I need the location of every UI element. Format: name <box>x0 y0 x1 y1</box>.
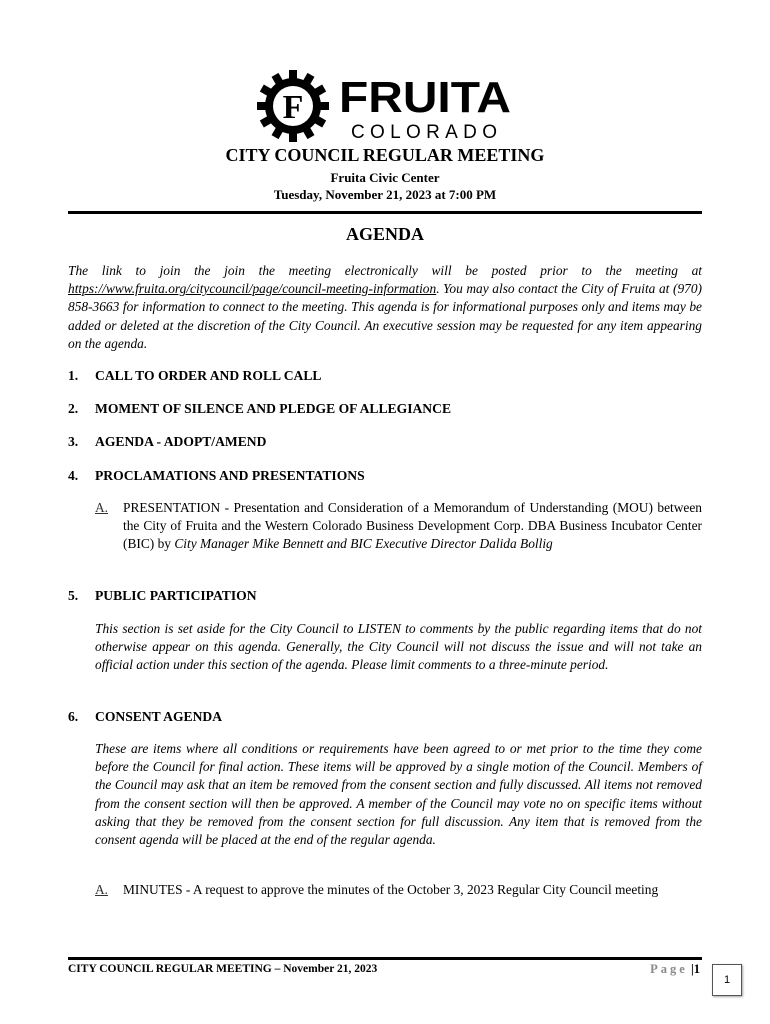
footer-page-number: Page |1 <box>650 962 700 976</box>
meeting-datetime: Tuesday, November 21, 2023 at 7:00 PM <box>273 187 497 202</box>
gear-icon <box>257 70 329 142</box>
item-number: 2. <box>68 401 79 416</box>
item-title: AGENDA - ADOPT/AMEND <box>95 434 267 449</box>
agenda-heading: AGENDA <box>345 224 424 244</box>
svg-text:F: F <box>282 89 304 126</box>
intro-paragraph: The link to join the join the meeting electronically will be posted prior to the meeting at https://www.fruita.org/citycouncil/page/council-meeting-information. You may also contact the City of Fruita at (970) 858-3663 for information to connect to the meeting. This agenda is for informational purposes only and items may be added or deleted at the discretion of the City Council. An executive session may be requested for any item appearing on the agenda. <box>68 263 702 351</box>
item-6a-minutes: A. MINUTES - A request to approve the minutes of the October 3, 2023 Regular City Council meeting <box>95 881 702 899</box>
item-title: CALL TO ORDER AND ROLL CALL <box>95 368 322 383</box>
item-title: PROCLAMATIONS AND PRESENTATIONS <box>95 468 365 483</box>
item-number: 4. <box>68 468 79 483</box>
consent-agenda-note: These are items where all conditions or requirements have been agreed to or met prior to the time they come before the Council for final action. These items will be approved by a single motion of the Council. Members of the Council may ask that an item be removed from the consent section and fully discussed. All items not removed from the consent section will then be approved. A member of the Council may vote no on specific items without asking that they be removed from the consent section for full discussion. Any item that is removed from the consent agenda will be placed at the end of the regular agenda. <box>95 741 702 848</box>
header-divider <box>68 211 702 214</box>
presenters: City Manager Mike Bennett and BIC Executive Director Dalida Bollig <box>174 536 553 552</box>
sub-item-letter: A. <box>95 500 109 515</box>
agenda-item-4 <box>68 467 702 485</box>
item-number: 6. <box>68 709 79 724</box>
item-number: 5. <box>68 588 79 603</box>
agenda-item-3 <box>68 433 702 451</box>
footer-divider <box>68 957 702 960</box>
item-4a-presentation: A. PRESENTATION - Presentation and Consideration of a Memorandum of Understanding (MOU) between the City of Fruita and the Western Colorado Business Development Corp. DBA Business Incubator Center (BIC) by City Manager Mike Bennett and BIC Executive Director Dalida Bollig <box>95 500 702 552</box>
fruita-logo <box>255 68 517 144</box>
logo-wordmark: FRUITA <box>339 73 511 122</box>
footer-title: CITY COUNCIL REGULAR MEETING – November 21, 2023 <box>68 963 378 975</box>
agenda-item-2 <box>68 400 702 418</box>
agenda-item-6 <box>68 708 702 726</box>
item-title: CONSENT AGENDA <box>95 709 223 724</box>
item-number: 1. <box>68 368 79 383</box>
public-participation-note: This section is set aside for the City Council to LISTEN to comments by the public regarding items that do not otherwise appear on this agenda. Generally, the City Council will not discuss the issue and will not take an official action under this section of the agenda. Please limit comments to a three-minute period. <box>95 621 702 673</box>
item-title: PUBLIC PARTICIPATION <box>95 588 257 603</box>
page-indicator-badge[interactable]: 1 <box>712 964 742 996</box>
logo-subtitle: COLORADO <box>351 122 497 143</box>
meeting-venue: Fruita Civic Center <box>330 170 440 185</box>
item-number: 3. <box>68 434 79 449</box>
meeting-title: CITY COUNCIL REGULAR MEETING <box>225 145 545 165</box>
agenda-item-5 <box>68 587 702 605</box>
meeting-info-link[interactable]: https://www.fruita.org/citycouncil/page/council-meeting-information <box>68 281 437 297</box>
sub-item-letter: A. <box>95 882 109 897</box>
item-title: MOMENT OF SILENCE AND PLEDGE OF ALLEGIANCE <box>95 401 452 416</box>
agenda-item-1 <box>68 367 702 385</box>
